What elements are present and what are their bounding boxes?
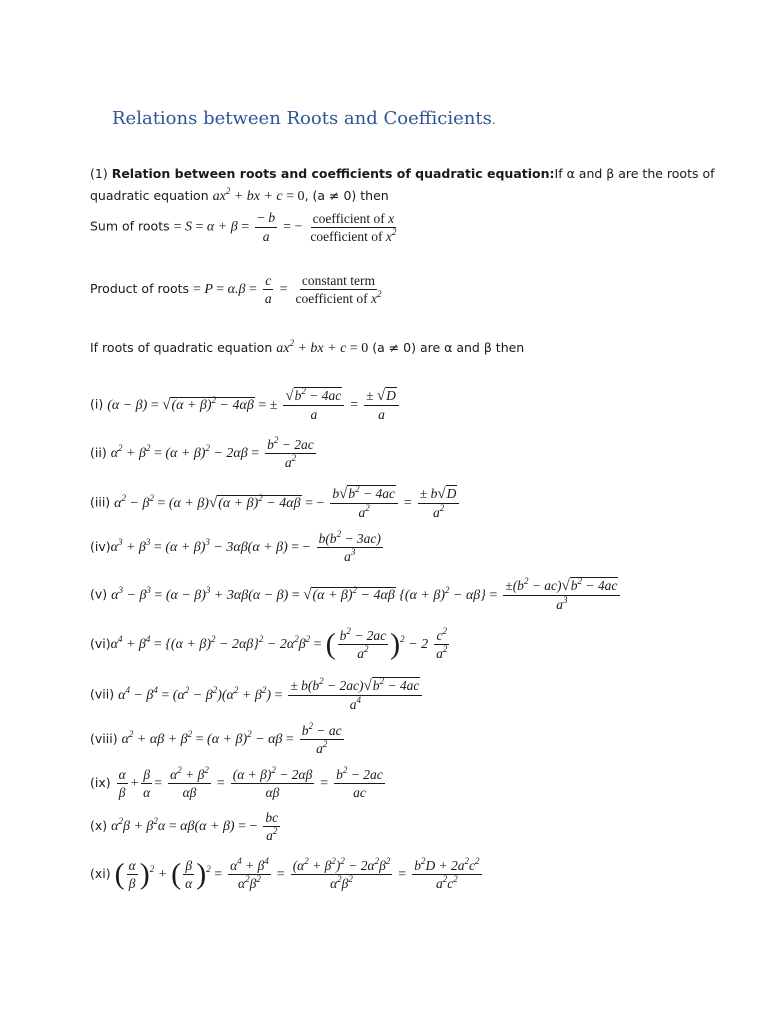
formula-xi-frac-3: $\frac{\alpha^4 + \beta^4}{\alpha^2\beta^2}$ <box>230 856 269 891</box>
formula-ii <box>90 437 318 470</box>
item-label: (viii) <box>90 731 118 746</box>
product-frac-1: $\frac{c}{a}$ <box>264 273 272 306</box>
formula-i-expr: $(\alpha - \beta) = √(\alpha + \beta)^2 - 4\alpha\beta$ = ± <box>107 394 278 413</box>
product-coef-text: coefficient of <box>295 291 368 306</box>
paren-close: ) <box>139 857 150 891</box>
item-label: (iv) <box>90 539 111 554</box>
if-prefix: If roots of quadratic equation <box>90 340 273 355</box>
formula-ix-frac-1: $\frac{\alpha}{\beta}$ <box>118 767 126 800</box>
sum-frac-2: $\frac{\text{coefficient of x}}{coefficient of x^2}$ <box>310 210 397 244</box>
paren-open: ( <box>171 857 182 891</box>
if-equation: $ax^2$ + bx + c = 0 <box>276 338 369 356</box>
product-eq: = <box>279 282 288 297</box>
formula-iii-eq: = <box>403 495 412 511</box>
formula-iii-expr: $\alpha^2 - \beta^2 = (\alpha + \beta)√(\alpha + \beta)^2 - 4\alpha\beta$ = − <box>114 492 325 511</box>
formula-v <box>90 578 622 612</box>
formula-xi-sq2: $^2$ = <box>206 864 223 882</box>
formula-ix <box>90 767 387 800</box>
coef-num-text: coefficient of <box>312 210 385 226</box>
formula-vi-frac-1: $\frac{b^2 - 2ac}{a^2}$ <box>339 626 387 661</box>
if-roots-line <box>90 340 524 357</box>
section-number: (1) <box>90 166 108 181</box>
formula-xi <box>90 858 484 891</box>
sum-label: Sum of roots <box>90 218 170 234</box>
equation-prefix: quadratic equation <box>90 188 209 203</box>
paren-close: ) <box>196 857 207 891</box>
formula-viii <box>90 723 346 756</box>
sum-of-roots-line <box>90 210 400 244</box>
item-label: (v) <box>90 586 108 602</box>
formula-iv-frac: $\frac{b(b^2 - 3ac)}{a^3}$ <box>318 529 381 564</box>
eq: = <box>276 867 285 882</box>
eq: = <box>216 776 225 791</box>
formula-ii-expr: $\alpha^2 + \beta^2 = (\alpha + \beta)^2 - 2\alpha\beta$ = <box>110 443 260 461</box>
formula-xi-frac-4: $\frac{(\alpha^2 + \beta^2)^2 - 2\alpha^2\beta^2}{\alpha^2\beta^2}$ <box>292 856 391 891</box>
formula-ii-frac: $\frac{b^2 - 2ac}{a^2}$ <box>267 435 314 470</box>
item-label: (i) <box>90 396 104 412</box>
title-text: Relations between Roots and Coefficients <box>112 108 492 129</box>
product-label: Product of roots <box>90 281 190 296</box>
formula-xi-frac-5: $\frac{b^2D + 2a^2c^2}{a^2c^2}$ <box>414 856 480 891</box>
title-dot: . <box>491 113 496 127</box>
sum-eq: = − <box>283 219 303 235</box>
formula-ix-frac-3: $\frac{\alpha^2 + \beta^2}{\alpha\beta}$ <box>170 765 209 800</box>
section-heading: Relation between roots and coefficients of quadratic equation: <box>111 166 555 181</box>
formula-i-frac-2: $\frac{\pm √D}{a}$ <box>364 388 399 422</box>
formula-viii-frac: $\frac{b^2 - ac}{a^2}$ <box>301 721 342 756</box>
item-label: (iii) <box>90 494 111 510</box>
sum-frac-1: $\frac{- b}{a}$ <box>257 210 276 244</box>
paren-open: ( <box>114 857 125 891</box>
eq: = <box>398 867 407 882</box>
section1-intro <box>90 166 715 182</box>
equation-suffix: , (a ≠ 0) then <box>304 188 389 203</box>
sum-formula: = S = α + β = <box>173 219 250 235</box>
formula-i-frac-1: $\frac{√b^2 - 4ac}{a}$ <box>283 388 344 422</box>
formula-vii-frac: $\frac{\pm b(b^2 - 2ac)√b^2 - 4ac}{a^4}$ <box>288 678 422 712</box>
formula-iv <box>90 531 385 564</box>
formula-x <box>90 810 282 843</box>
formula-i-eq: = <box>350 397 359 413</box>
const-term-text: constant term <box>301 273 376 288</box>
formula-xi-frac-1: $\frac{\alpha}{\beta}$ <box>128 858 136 891</box>
item-label: (ix) <box>90 775 111 790</box>
plus: + <box>129 776 140 791</box>
formula-vi-tail: $^2$ − 2 <box>400 634 429 652</box>
formula-vii-expr: $\alpha^4 - \beta^4 = (\alpha^2 - \beta^2)(\alpha^2 + \beta^2)$ = <box>118 684 283 703</box>
item-label: (vi) <box>90 636 111 651</box>
formula-x-frac: $\frac{bc}{a^2}$ <box>265 810 279 843</box>
formula-iii-frac-2: $\frac{\pm b√D}{a^2}$ <box>418 486 460 520</box>
formula-vii <box>90 678 424 712</box>
formula-viii-expr: $\alpha^2 + \alpha\beta + \beta^2 = (\alpha + \beta)^2 - \alpha\beta$ = <box>121 729 294 747</box>
page-title <box>112 108 496 129</box>
formula-x-expr: $\alpha^2\beta + \beta^2\alpha = \alpha\beta(\alpha + \beta)$ = − <box>111 816 258 834</box>
formula-xi-frac-2: $\frac{\beta}{\alpha}$ <box>185 858 193 891</box>
formula-ix-frac-4: $\frac{(\alpha + \beta)^2 - 2\alpha\beta}{\alpha\beta}$ <box>232 765 313 800</box>
formula-xi-sq1: $^2$ + <box>149 864 168 882</box>
formula-ix-frac-2: $\frac{\beta}{\alpha}$ <box>143 767 151 800</box>
quadratic-equation: $ax^2$ + bx + c = 0 <box>212 186 305 204</box>
formula-iii <box>90 486 461 520</box>
formula-ix-frac-5: $\frac{b^2 - 2ac}{ac}$ <box>336 765 383 800</box>
formula-vi-expr: $\alpha^4 + \beta^4 = \{(\alpha + \beta)^2 - 2\alpha\beta\}^2 - 2\alpha^2\beta^2$ = <box>110 634 322 652</box>
paren-close: ) <box>390 627 401 661</box>
item-label: (xi) <box>90 866 111 881</box>
product-frac-2: $\frac{\text{constant term}}{coefficient of x^2}$ <box>295 273 382 306</box>
section1-equation-line <box>90 188 389 205</box>
formula-vi-frac-2: $\frac{c^2}{a^2}$ <box>436 626 448 661</box>
eq: = <box>320 776 329 791</box>
coef-den-text: coefficient of <box>310 228 383 244</box>
item-label: (x) <box>90 818 108 833</box>
formula-iv-expr: $\alpha^3 + \beta^3 = (\alpha + \beta)^3 - 3\alpha\beta(\alpha + \beta)$ = − <box>110 537 311 555</box>
item-label: (vii) <box>90 686 115 702</box>
product-formula: = P = α.β = <box>193 282 257 297</box>
eq: = <box>154 776 163 791</box>
formula-v-expr: $\alpha^3 - \beta^3 = (\alpha - \beta)^3 + 3\alpha\beta(\alpha - \beta) = √(\alpha + \beta)^2 - 4\alpha\beta$ $\{(\alpha + \beta)^2 - \alpha\beta\}$ = <box>111 584 498 603</box>
formula-vi <box>90 628 451 661</box>
product-of-roots-line <box>90 273 385 306</box>
if-middle: (a ≠ 0) are α and β then <box>372 340 525 355</box>
formula-iii-frac-1: $\frac{b√b^2 - 4ac}{a^2}$ <box>330 486 398 520</box>
formula-v-frac: $\frac{\pm(b^2 - ac)√b^2 - 4ac}{a^3}$ <box>503 578 620 612</box>
item-label: (ii) <box>90 445 107 460</box>
section-intro-tail: If α and β are the roots of <box>554 166 715 181</box>
formula-i <box>90 388 401 422</box>
paren-open: ( <box>325 627 336 661</box>
